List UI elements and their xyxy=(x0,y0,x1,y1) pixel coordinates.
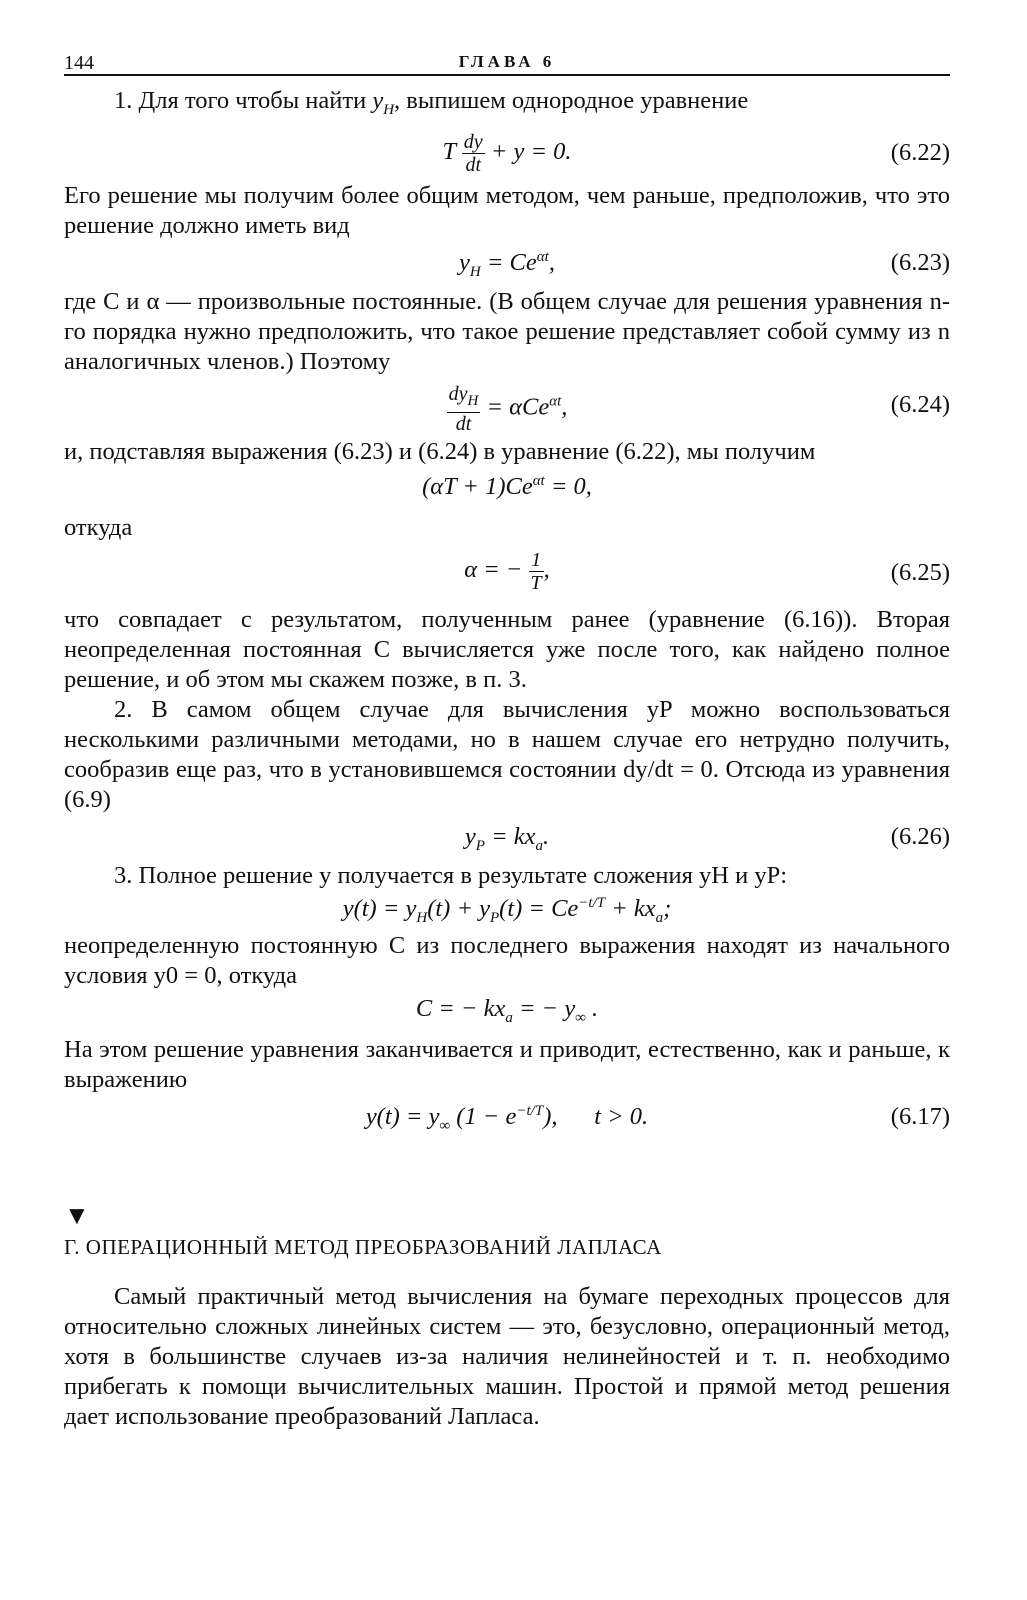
chapter-title: ГЛАВА 6 xyxy=(458,52,556,71)
equation-6-22: T $\frac{dy}{dt}$ + y = 0. (6.22) xyxy=(442,130,950,176)
paragraph-3: где C и α — произвольные постоянные. (В общем случае для решения уравнения n-го порядка нужно предположить, что такое решение представляет собой сумму из n аналогичных членов.) Поэтому xyxy=(64,287,950,375)
paragraph-10: На этом решение уравнения заканчивается и приводит, естественно, как и раньше, к выражению xyxy=(64,1035,950,1093)
paragraph-5: откуда xyxy=(64,513,133,541)
equation-6-25: α = − $\frac{1}{T}$ , (6.25) xyxy=(464,548,950,594)
paragraph-1: 1. Для того чтобы найти $y_H$, выпишем однородное уравнение xyxy=(114,87,749,118)
equation-constant-c: C = − $kx_a$ = − $y_\infty$ . xyxy=(415,994,599,1026)
equation-6-24: $\frac{dy_H}{dt}$ = αCe$^{\alpha t}$, (6.24) xyxy=(448,382,950,435)
equation-6-26: $y_P = kx_a$. (6.26) xyxy=(464,822,950,854)
paragraph-9: неопределенную постоянную C из последнего выражения находят из начального условия y0 = 0, откуда xyxy=(64,931,950,989)
paragraph-7: 2. В самом общем случае для вычисления yP можно воспользоваться несколькими различными методами, но в нашем случае его нетрудно получить, сообразив еще раз, что в установившемся состоянии dy/dt = 0. Отсюда из уравнения (6.9) xyxy=(64,695,950,813)
page-header xyxy=(64,40,950,76)
section-heading: Г. ОПЕРАЦИОННЫЙ МЕТОД ПРЕОБРАЗОВАНИЙ ЛАПЛАСА xyxy=(64,1234,662,1259)
equation-6-23: $y_H = Ce^{\alpha t}$, (6.23) xyxy=(459,248,950,280)
page-number: 144 xyxy=(64,52,94,74)
paragraph-6: что совпадает с результатом, полученным ранее (уравнение (6.16)). Вторая неопределенная постоянная C вычисляется уже после того, как найдено полное решение, и об этом мы скажем позже, в п. 3. xyxy=(64,605,950,693)
paragraph-11: Самый практичный метод вычисления на бумаге переходных процессов для относительно сложных линейных систем — это, безусловно, операционный метод, хотя в большинстве случаев из-за наличия нелинейностей и т. п. необходимо прибегать к помощи вычислительных машин. Простой и прямой метод решения дает использование преобразований Лапласа. xyxy=(64,1282,950,1430)
section-marker-icon: ▼ xyxy=(64,1200,90,1230)
paragraph-4: и, подставляя выражения (6.23) и (6.24) в уравнение (6.22), мы получим xyxy=(64,437,816,465)
paragraph-8: 3. Полное решение y получается в результате сложения yH и yP: xyxy=(114,861,788,889)
equation-full-solution: $y(t) = y_H(t) + y_P(t) = Ce^{-t/T} + kx_a$; xyxy=(342,894,672,926)
equation-substitution: $(\alpha T + 1)Ce^{\alpha t} = 0$, xyxy=(422,472,592,501)
paragraph-2: Его решение мы получим более общим методом, чем раньше, предположив, что это решение должно иметь вид xyxy=(64,181,950,239)
equation-6-17: $y(t) = y_\infty$ $(1 - e^{-t/T})$, t > 0. (6.17) xyxy=(365,1102,950,1134)
page xyxy=(64,40,950,1432)
